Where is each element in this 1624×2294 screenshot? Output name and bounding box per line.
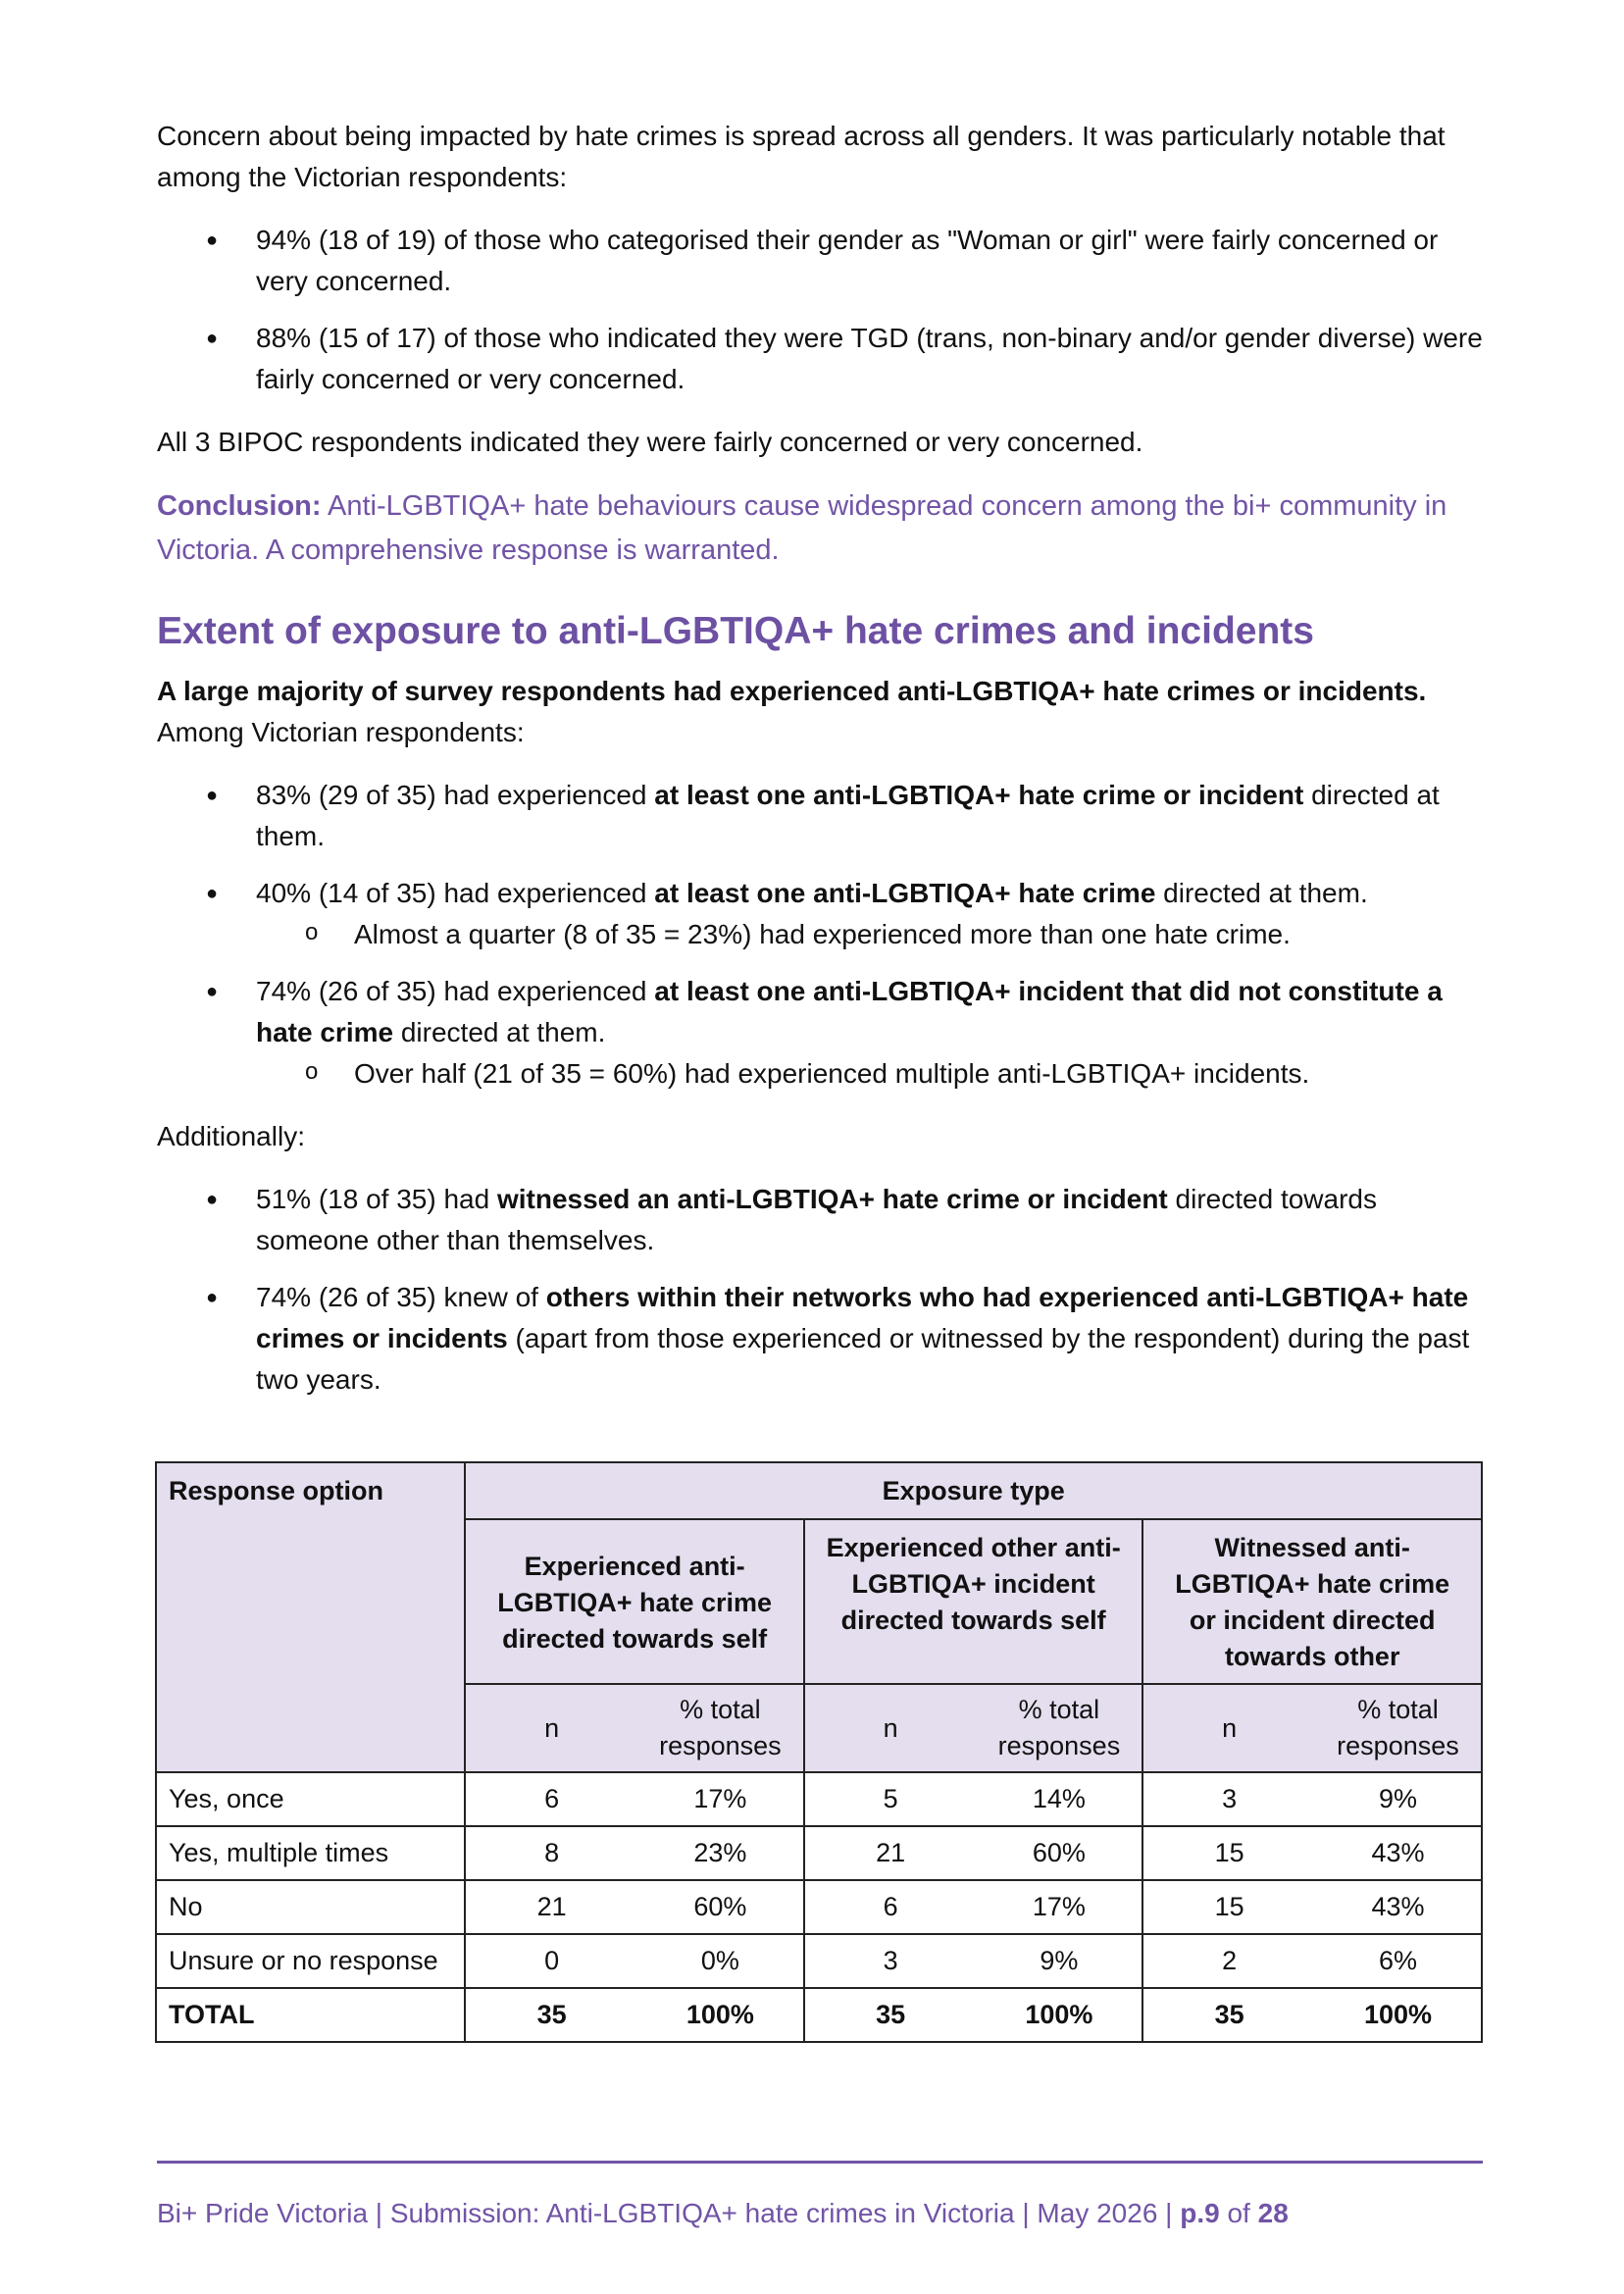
conclusion-paragraph xyxy=(157,484,1483,573)
cell: 21 xyxy=(804,1826,977,1880)
cell: 100% xyxy=(976,1988,1142,2042)
group-header: Experienced other anti-LGBTIQA+ incident directed towards self xyxy=(804,1519,1143,1684)
cell: 35 xyxy=(465,1988,637,2042)
cell: 0 xyxy=(465,1934,637,1988)
n-header: n xyxy=(465,1684,637,1772)
lead-paragraph xyxy=(157,671,1483,753)
item-text: directed at them. xyxy=(1155,878,1368,908)
exposure-table xyxy=(155,1461,1483,2043)
cell: 8 xyxy=(465,1826,637,1880)
item-bold: at least one anti-LGBTIQA+ incident that did not constitute a hate crime xyxy=(256,976,1443,1047)
exposure-type-header: Exposure type xyxy=(465,1462,1482,1519)
item-text: directed at them. xyxy=(256,780,1440,851)
list-item xyxy=(157,1179,1483,1261)
cell: 35 xyxy=(804,1988,977,2042)
cell: 15 xyxy=(1142,1826,1315,1880)
cell: 60% xyxy=(976,1826,1142,1880)
sub-list xyxy=(256,914,1483,955)
cell: 2 xyxy=(1142,1934,1315,1988)
row-label: Yes, multiple times xyxy=(156,1826,465,1880)
exposure-list xyxy=(157,775,1483,1095)
row-label: TOTAL xyxy=(156,1988,465,2042)
cell: 23% xyxy=(637,1826,804,1880)
cell: 3 xyxy=(804,1934,977,1988)
cell: 6 xyxy=(465,1772,637,1826)
item-bold: witnessed an anti-LGBTIQA+ hate crime or incident xyxy=(496,1184,1168,1214)
cell: 6 xyxy=(804,1880,977,1934)
list-item xyxy=(157,971,1483,1095)
item-bold: at least one anti-LGBTIQA+ hate crime xyxy=(654,878,1156,908)
sub-list xyxy=(256,1053,1483,1095)
n-header: n xyxy=(1142,1684,1315,1772)
additional-list xyxy=(157,1179,1483,1401)
page-of: of xyxy=(1219,2198,1258,2228)
cell: 21 xyxy=(465,1880,637,1934)
item-bold: others within their networks who had experienced anti-LGBTIQA+ hate crimes or incidents xyxy=(256,1282,1469,1353)
row-label: No xyxy=(156,1880,465,1934)
cell: 14% xyxy=(976,1772,1142,1826)
item-text: directed towards someone other than themselves. xyxy=(256,1184,1377,1255)
table-row xyxy=(156,1772,1482,1826)
cell: 0% xyxy=(637,1934,804,1988)
page-prefix: p. xyxy=(1180,2198,1205,2228)
cell: 6% xyxy=(1315,1934,1482,1988)
pct-header: % total responses xyxy=(637,1684,804,1772)
n-header: n xyxy=(804,1684,977,1772)
cell: 15 xyxy=(1142,1880,1315,1934)
item-text: (apart from those experienced or witnessed by the respondent) during the past two years. xyxy=(256,1323,1470,1395)
item-text: directed at them. xyxy=(393,1017,606,1047)
table-row xyxy=(156,1934,1482,1988)
table-row xyxy=(156,1826,1482,1880)
cell: 5 xyxy=(804,1772,977,1826)
list-item: ● 94% (18 of 19) of those who categorised their gender as "Woman or girl" were fairly concerned or very concerned. xyxy=(157,220,1483,302)
footer-divider xyxy=(157,2161,1483,2164)
section-heading: Extent of exposure to anti-LGBTIQA+ hate crimes and incidents xyxy=(157,610,1314,652)
cell: 17% xyxy=(637,1772,804,1826)
cell: 60% xyxy=(637,1880,804,1934)
cell: 43% xyxy=(1315,1826,1482,1880)
item-text: 40% (14 of 35) had experienced xyxy=(256,878,655,908)
response-option-header: Response option xyxy=(156,1462,465,1772)
group-header: Witnessed anti-LGBTIQA+ hate crime or incident directed towards other xyxy=(1142,1519,1482,1684)
group-header: Experienced anti-LGBTIQA+ hate crime directed towards self xyxy=(465,1519,804,1684)
intro-paragraph: Concern about being impacted by hate crimes is spread across all genders. It was particularly notable that among the Victorian respondents: xyxy=(157,121,1446,192)
concern-list xyxy=(157,220,1483,400)
row-label: Yes, once xyxy=(156,1772,465,1826)
cell: 9% xyxy=(976,1934,1142,1988)
conclusion-label: Conclusion: xyxy=(157,490,322,522)
list-item xyxy=(157,873,1483,955)
list-item: ● 88% (15 of 17) of those who indicated they were TGD (trans, non-binary and/or gender diverse) were fairly concerned or very concerned. xyxy=(157,318,1483,400)
table-total-row xyxy=(156,1988,1482,2042)
additionally-label: Additionally: xyxy=(157,1121,305,1151)
page-number: 9 xyxy=(1204,2198,1220,2228)
footer-text: Bi+ Pride Victoria | Submission: Anti-LGBTIQA+ hate crimes in Victoria | May 2026 | xyxy=(157,2198,1181,2228)
cell: 35 xyxy=(1142,1988,1315,2042)
lead-bold: A large majority of survey respondents had experienced anti-LGBTIQA+ hate crimes or incidents. xyxy=(157,676,1427,706)
item-text: 83% (29 of 35) had experienced xyxy=(256,780,655,810)
sub-list-item: o Almost a quarter (8 of 35 = 23%) had experienced more than one hate crime. xyxy=(256,914,1483,955)
page-footer xyxy=(157,2198,1289,2229)
cell: 100% xyxy=(637,1988,804,2042)
item-text: 51% (18 of 35) had xyxy=(256,1184,497,1214)
item-text: 74% (26 of 35) knew of xyxy=(256,1282,546,1312)
bipoc-paragraph: All 3 BIPOC respondents indicated they were fairly concerned or very concerned. xyxy=(157,427,1143,457)
cell: 17% xyxy=(976,1880,1142,1934)
cell: 43% xyxy=(1315,1880,1482,1934)
cell: 100% xyxy=(1315,1988,1482,2042)
conclusion-text: Anti-LGBTIQA+ hate behaviours cause widespread concern among the bi+ community in Victoria. A comprehensive response is warranted. xyxy=(157,490,1447,566)
list-item xyxy=(157,1277,1483,1401)
sub-list-item: o Over half (21 of 35 = 60%) had experienced multiple anti-LGBTIQA+ incidents. xyxy=(256,1053,1483,1095)
item-text: 74% (26 of 35) had experienced xyxy=(256,976,655,1006)
list-item xyxy=(157,775,1483,857)
lead-rest: Among Victorian respondents: xyxy=(157,717,525,747)
cell: 9% xyxy=(1315,1772,1482,1826)
cell: 3 xyxy=(1142,1772,1315,1826)
pct-header: % total responses xyxy=(976,1684,1142,1772)
page-body xyxy=(157,116,1483,1422)
row-label: Unsure or no response xyxy=(156,1934,465,1988)
item-bold: at least one anti-LGBTIQA+ hate crime or incident xyxy=(654,780,1304,810)
table-header-row xyxy=(156,1462,1482,1519)
table-row xyxy=(156,1880,1482,1934)
page-total: 28 xyxy=(1257,2198,1289,2228)
pct-header: % total responses xyxy=(1315,1684,1482,1772)
